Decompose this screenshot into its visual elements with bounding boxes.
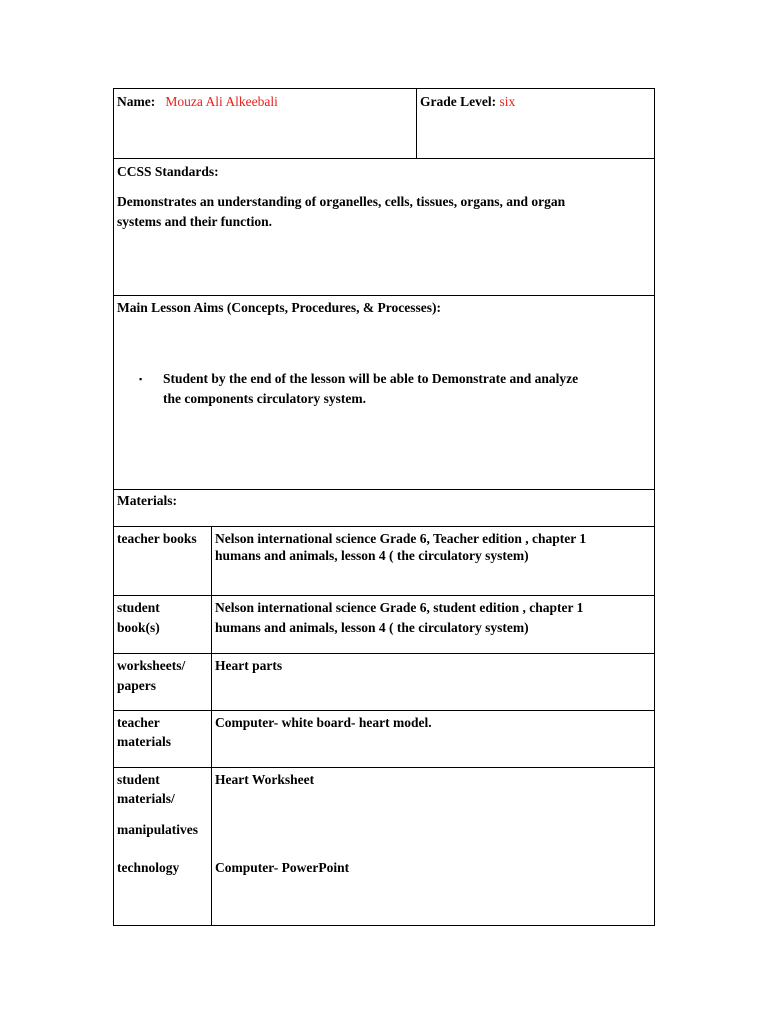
material-value-line1: Heart parts [215, 658, 283, 673]
material-label-line3: manipulatives [117, 822, 199, 837]
standards-heading: CCSS Standards: [117, 164, 219, 179]
materials-heading: Materials: [117, 493, 177, 508]
name-field [117, 92, 278, 112]
aims-heading: Main Lesson Aims (Concepts, Procedures, & Processes): [117, 300, 441, 315]
material-label-line2: materials/ [117, 791, 175, 806]
bullet-icon: ▪ [139, 374, 143, 384]
row-divider [114, 595, 654, 596]
material-value-line2: humans and animals, lesson 4 ( the circulatory system) [215, 548, 529, 563]
name-label: Name: [117, 94, 156, 109]
row-divider [114, 653, 654, 654]
row-divider [114, 489, 654, 490]
material-label-line2: papers [117, 678, 157, 693]
material-label-line1: student [117, 772, 160, 787]
row-divider [114, 767, 654, 768]
row-divider [114, 526, 654, 527]
aims-text-line1: Student by the end of the lesson will be able to Demonstrate and analyze [163, 371, 579, 386]
grade-value: six [499, 94, 516, 109]
material-value-line1: Computer- white board- heart model. [215, 715, 432, 730]
material-value-line2: Computer- PowerPoint [215, 860, 350, 875]
material-label-line4: technology [117, 860, 180, 875]
grade-label: Grade Level: [420, 94, 497, 109]
material-label-line1: worksheets/ [117, 658, 186, 673]
column-divider [416, 89, 417, 158]
material-value-line1: Heart Worksheet [215, 772, 315, 787]
row-divider [114, 710, 654, 711]
material-value-line2: humans and animals, lesson 4 ( the circulatory system) [215, 620, 529, 635]
material-label-line1: student [117, 600, 160, 615]
standards-text-line1: Demonstrates an understanding of organelles, cells, tissues, organs, and organ [117, 194, 566, 209]
grade-field [420, 92, 515, 112]
row-divider [114, 158, 654, 159]
name-value: Mouza Ali Alkeebali [165, 94, 278, 109]
material-label-line2: book(s) [117, 620, 160, 635]
material-label-line2: materials [117, 734, 171, 749]
column-divider [211, 526, 212, 925]
material-label: teacher books [117, 531, 197, 546]
lesson-plan-table [113, 88, 655, 926]
material-label-line1: teacher [117, 715, 160, 730]
aims-text-line2: the components circulatory system. [163, 391, 366, 406]
standards-text-line2: systems and their function. [117, 214, 273, 229]
row-divider [114, 295, 654, 296]
material-value-line1: Nelson international science Grade 6, Teacher edition , chapter 1 [215, 531, 587, 546]
material-value-line1: Nelson international science Grade 6, student edition , chapter 1 [215, 600, 584, 615]
